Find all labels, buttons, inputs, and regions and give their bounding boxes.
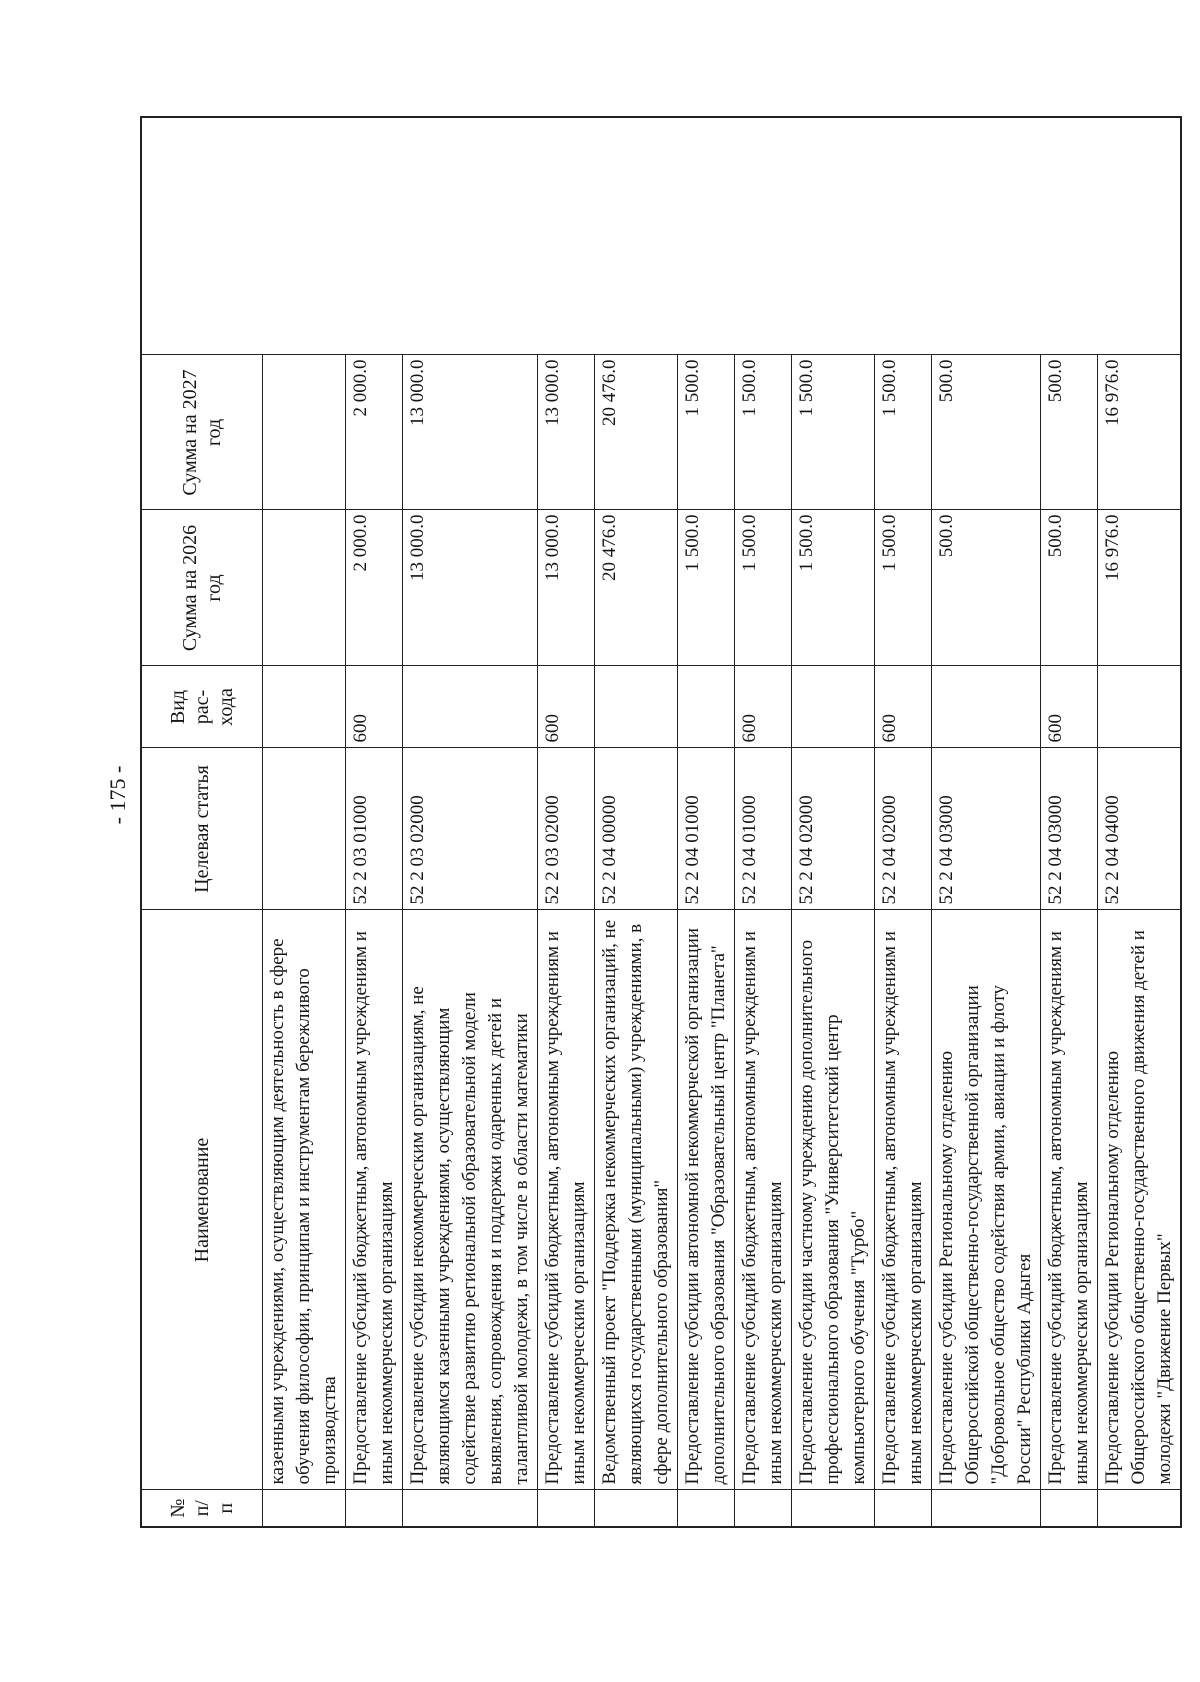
cell-sum-2027: 16 976.0 xyxy=(1098,355,1182,510)
cell-no xyxy=(875,1490,932,1527)
cell-name: Предоставление субсидий бюджетным, автономным учреждениям и иным некоммерческим организациям xyxy=(346,910,403,1490)
cell-sum-2026: 20 476.0 xyxy=(595,510,678,666)
table-row xyxy=(735,117,792,1527)
cell-article: 52 2 03 02000 xyxy=(538,748,595,910)
cell-no xyxy=(346,1490,403,1527)
cell-article: 52 2 04 03000 xyxy=(1041,748,1098,910)
table-row xyxy=(1041,117,1098,1527)
header-article: Целевая статья xyxy=(141,748,263,910)
table-row xyxy=(263,117,346,1527)
cell-sum-2026: 2 000.0 xyxy=(346,510,403,666)
cell-no xyxy=(735,1490,792,1527)
cell-name: Предоставление субсидий бюджетным, автономным учреждениям и иным некоммерческим организациям xyxy=(1041,910,1098,1490)
cell-name: Предоставление субсидии частному учреждению дополнительного профессионального образования "Университетский центр компьютерного обучения "Турбо" xyxy=(792,910,875,1490)
cell-no xyxy=(1098,1490,1182,1527)
cell-article xyxy=(263,748,346,910)
cell-sum-2026: 1 500.0 xyxy=(678,510,735,666)
cell-vid: 600 xyxy=(875,666,932,748)
cell-name: Предоставление субсидий бюджетным, автономным учреждениям и иным некоммерческим организациям xyxy=(875,910,932,1490)
cell-no xyxy=(678,1490,735,1527)
cell-vid xyxy=(403,666,538,748)
blank-margin xyxy=(1098,117,1182,355)
cell-no xyxy=(792,1490,875,1527)
cell-name: Предоставление субсидии автономной некоммерческой организации дополнительного образования "Образовательный центр "Планета" xyxy=(678,910,735,1490)
blank-margin xyxy=(403,117,538,355)
table-row xyxy=(932,117,1041,1527)
cell-sum-2027: 500.0 xyxy=(932,355,1041,510)
cell-sum-2026: 16 976.0 xyxy=(1098,510,1182,666)
table-row xyxy=(1098,117,1182,1527)
table-row xyxy=(403,117,538,1527)
cell-vid: 600 xyxy=(1041,666,1098,748)
cell-sum-2026: 13 000.0 xyxy=(538,510,595,666)
blank-margin xyxy=(678,117,735,355)
cell-vid xyxy=(792,666,875,748)
cell-sum-2027: 1 500.0 xyxy=(678,355,735,510)
cell-article: 52 2 04 02000 xyxy=(875,748,932,910)
header-vid: Вид рас- хода xyxy=(141,666,263,748)
cell-article: 52 2 03 02000 xyxy=(403,748,538,910)
cell-sum-2026: 1 500.0 xyxy=(875,510,932,666)
cell-sum-2027: 500.0 xyxy=(1041,355,1098,510)
cell-name: Предоставление субсидии Региональному отделению Общероссийского общественно-государственного движения детей и молодежи "Движение Первых" xyxy=(1098,910,1182,1490)
cell-vid xyxy=(263,666,346,748)
cell-no xyxy=(595,1490,678,1527)
header-sum-2026: Сумма на 2026 год xyxy=(141,510,263,666)
cell-sum-2027: 1 500.0 xyxy=(875,355,932,510)
cell-sum-2026: 13 000.0 xyxy=(403,510,538,666)
blank-margin xyxy=(932,117,1041,355)
cell-name: Предоставление субсидий бюджетным, автономным учреждениям и иным некоммерческим организациям xyxy=(538,910,595,1490)
blank-margin xyxy=(346,117,403,355)
table-row xyxy=(678,117,735,1527)
cell-sum-2026: 1 500.0 xyxy=(792,510,875,666)
cell-vid xyxy=(932,666,1041,748)
cell-sum-2026: 1 500.0 xyxy=(735,510,792,666)
cell-no xyxy=(932,1490,1041,1527)
blank-margin xyxy=(538,117,595,355)
cell-sum-2027: 1 500.0 xyxy=(735,355,792,510)
cell-article: 52 2 04 04000 xyxy=(1098,748,1182,910)
blank-margin xyxy=(735,117,792,355)
page-number: - 175 - xyxy=(105,765,130,825)
cell-vid: 600 xyxy=(346,666,403,748)
table-row xyxy=(538,117,595,1527)
cell-article: 52 2 04 01000 xyxy=(735,748,792,910)
cell-no xyxy=(538,1490,595,1527)
cell-sum-2026: 500.0 xyxy=(1041,510,1098,666)
cell-article: 52 2 04 01000 xyxy=(678,748,735,910)
cell-vid xyxy=(1098,666,1182,748)
blank-margin xyxy=(792,117,875,355)
cell-sum-2027: 13 000.0 xyxy=(403,355,538,510)
table-row xyxy=(346,117,403,1527)
cell-no xyxy=(263,1490,346,1527)
cell-sum-2027: 1 500.0 xyxy=(792,355,875,510)
cell-no xyxy=(1041,1490,1098,1527)
budget-table-sheet xyxy=(140,118,1175,1528)
cell-name: Предоставление субсидии Региональному отделению Общероссийской общественно-государственной организации "Добровольное общество содействия армии, авиации и флоту России" Республики Адыгея xyxy=(932,910,1041,1490)
cell-article: 52 2 03 01000 xyxy=(346,748,403,910)
blank-margin xyxy=(263,117,346,355)
table-row xyxy=(595,117,678,1527)
cell-article: 52 2 04 03000 xyxy=(932,748,1041,910)
cell-no xyxy=(403,1490,538,1527)
cell-sum-2027: 20 476.0 xyxy=(595,355,678,510)
cell-sum-2027: 13 000.0 xyxy=(538,355,595,510)
header-name: Наименование xyxy=(141,910,263,1490)
table-body xyxy=(263,117,1182,1527)
blank-margin xyxy=(1041,117,1098,355)
cell-vid xyxy=(678,666,735,748)
table-row xyxy=(875,117,932,1527)
blank-margin xyxy=(595,117,678,355)
budget-table xyxy=(140,116,1182,1528)
blank-margin xyxy=(141,117,263,355)
cell-vid: 600 xyxy=(538,666,595,748)
cell-name: Ведомственный проект "Поддержка некоммерческих организаций, не являющихся государственными (муниципальными) учреждениями, в сфере дополнительного образования" xyxy=(595,910,678,1490)
cell-name: казенными учреждениями, осуществляющим деятельность в сфере обучения философии, принципам и инструментам бережливого производства xyxy=(263,910,346,1490)
cell-sum-2027: 2 000.0 xyxy=(346,355,403,510)
cell-sum-2027 xyxy=(263,355,346,510)
header-sum-2027: Сумма на 2027 год xyxy=(141,355,263,510)
cell-sum-2026: 500.0 xyxy=(932,510,1041,666)
cell-vid: 600 xyxy=(735,666,792,748)
header-no: № п/п xyxy=(141,1490,263,1527)
table-header xyxy=(141,117,263,1527)
cell-name: Предоставление субсидий бюджетным, автономным учреждениям и иным некоммерческим организациям xyxy=(735,910,792,1490)
blank-margin xyxy=(875,117,932,355)
cell-sum-2026 xyxy=(263,510,346,666)
cell-article: 52 2 04 00000 xyxy=(595,748,678,910)
table-row xyxy=(792,117,875,1527)
cell-article: 52 2 04 02000 xyxy=(792,748,875,910)
cell-vid xyxy=(595,666,678,748)
cell-name: Предоставление субсидии некоммерческим организациям, не являющимся казенными учреждениями, осуществляющим содействие развитию региональной образовательной модели выявления, сопровождения и поддержки одаренных детей и талантливой молодежи, в том числе в области математики xyxy=(403,910,538,1490)
